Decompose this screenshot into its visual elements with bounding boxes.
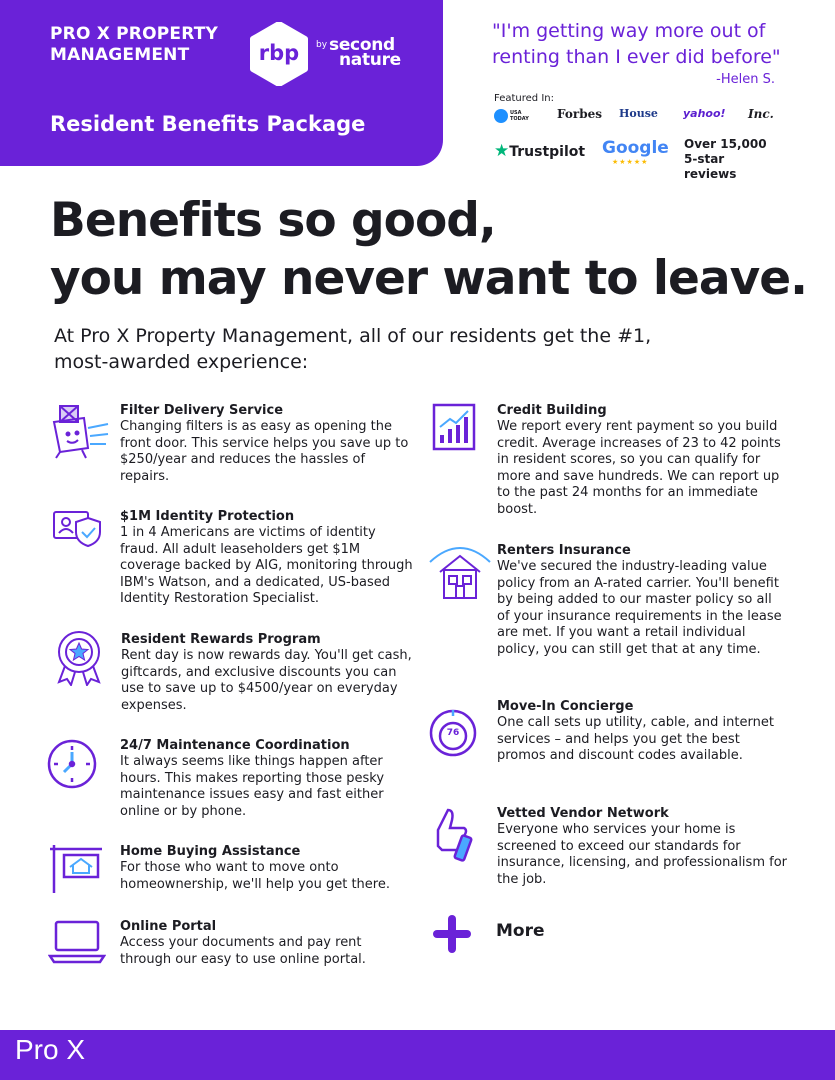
package-subtitle: Resident Benefits Package <box>50 112 366 136</box>
benefit-move-in-concierge <box>497 698 787 765</box>
benefit-vetted-vendor <box>497 805 787 888</box>
benefit-title: Renters Insurance <box>497 543 631 558</box>
benefit-title: Resident Rewards Program <box>121 632 321 647</box>
benefit-text: We've secured the industry-leading value policy from an A-rated carrier. You'll benefit by being added to our master policy so all of your insurance requirements in the lease are met. If you want a retail individual policy, you can still get that at any time. <box>497 559 782 657</box>
press-forbes: Forbes <box>557 107 602 121</box>
award-ribbon-icon <box>55 630 103 690</box>
benefit-maintenance <box>120 737 415 820</box>
more-label[interactable]: More <box>496 921 545 941</box>
rbp-logo <box>247 22 311 86</box>
benefit-credit-building <box>497 402 787 518</box>
benefit-text: Rent day is now rewards day. You'll get cash, giftcards, and exclusive discounts you can use to save up to $4500/year on everyday expenses. <box>121 648 412 713</box>
benefit-title: $1M Identity Protection <box>120 509 295 524</box>
testimonial-author: -Helen S. <box>716 72 775 87</box>
press-yahoo: yahoo! <box>683 107 726 120</box>
benefit-title: Move-In Concierge <box>497 699 634 714</box>
benefit-identity-protection <box>120 508 415 608</box>
google-logo: Google <box>602 138 669 158</box>
header-banner <box>0 0 443 166</box>
company-name: PRO X PROPERTY MANAGEMENT <box>50 24 219 65</box>
usa-today-logo-icon <box>494 109 508 123</box>
house-umbrella-icon <box>428 540 492 606</box>
benefit-filter-delivery <box>120 402 415 485</box>
benefit-text: Access your documents and pay rent through our easy to use online portal. <box>120 935 366 967</box>
rbp-logo-text: rbp <box>258 41 300 65</box>
review-count: Over 15,000 5-star reviews <box>684 137 767 181</box>
press-inc: Inc. <box>748 107 774 121</box>
intro-text: At Pro X Property Management, all of our residents get the #1, most-awarded experience: <box>54 325 652 373</box>
press-usa-today: USA TODAY <box>510 110 529 122</box>
clock-icon <box>46 738 98 794</box>
trustpilot-logo: ★Trustpilot <box>494 141 586 161</box>
footer-bar <box>0 1030 835 1080</box>
testimonial-quote: "I'm getting way more out of renting than I ever did before" <box>492 20 781 68</box>
benefit-text: Everyone who services your home is screened to exceed our standards for insurance, licensing, and professionalism for the job. <box>497 822 787 887</box>
benefit-text: One call sets up utility, cable, and internet services – and helps you get the best promos and discount codes available. <box>497 715 774 763</box>
benefit-text: 1 in 4 Americans are victims of identity fraud. All adult leaseholders get $1M coverage backed by AIG, monitoring through IBM's Watson, and a dedicated, US-based Identity Restoration Specialist. <box>120 525 413 606</box>
identity-shield-icon <box>52 508 104 552</box>
thermostat-reading: 76 <box>446 728 460 738</box>
second-nature-brand: second nature <box>329 35 401 70</box>
benefit-title: Credit Building <box>497 403 607 418</box>
benefit-title: Filter Delivery Service <box>120 403 284 418</box>
benefit-text: We report every rent payment so you build credit. Average increases of 23 to 42 points in resident scores, so you can qualify for more and save hundreds. We can report up to the past 24 months for an immediate boost. <box>497 419 781 517</box>
benefit-text: It always seems like things happen after hours. This makes reporting those pesky maintenance issues easy and fast either online or by phone. <box>120 754 385 819</box>
bar-chart-icon <box>432 403 478 455</box>
plus-icon <box>431 913 473 959</box>
thermostat-icon <box>428 708 478 762</box>
benefit-home-buying <box>120 843 415 893</box>
laptop-icon <box>48 918 106 968</box>
thumbs-up-icon <box>428 806 476 866</box>
benefit-title: Online Portal <box>120 919 217 934</box>
house-sign-icon <box>48 843 106 899</box>
featured-label: Featured In: <box>494 93 554 104</box>
benefit-renters-insurance <box>497 542 787 658</box>
benefit-title: Vetted Vendor Network <box>497 806 669 821</box>
benefit-text: Changing filters is as easy as opening the front door. This service helps you save up to $250/year and reduces the hassles of repairs. <box>120 419 409 484</box>
benefit-title: 24/7 Maintenance Coordination <box>120 738 350 753</box>
headline: Benefits so good, you may never want to leave. <box>50 193 808 306</box>
byline: by <box>316 40 328 50</box>
benefit-title: Home Buying Assistance <box>120 844 301 859</box>
google-stars-icon: ★★★★★ <box>612 158 649 166</box>
benefit-online-portal <box>120 918 415 968</box>
press-house: House <box>619 107 658 120</box>
benefit-resident-rewards <box>121 631 416 714</box>
footer-brand: Pro X <box>15 1034 86 1065</box>
filter-delivery-icon <box>46 404 112 464</box>
trustpilot-star-icon: ★ <box>494 141 510 161</box>
benefit-text: For those who want to move onto homeownership, we'll help you get there. <box>120 860 390 892</box>
